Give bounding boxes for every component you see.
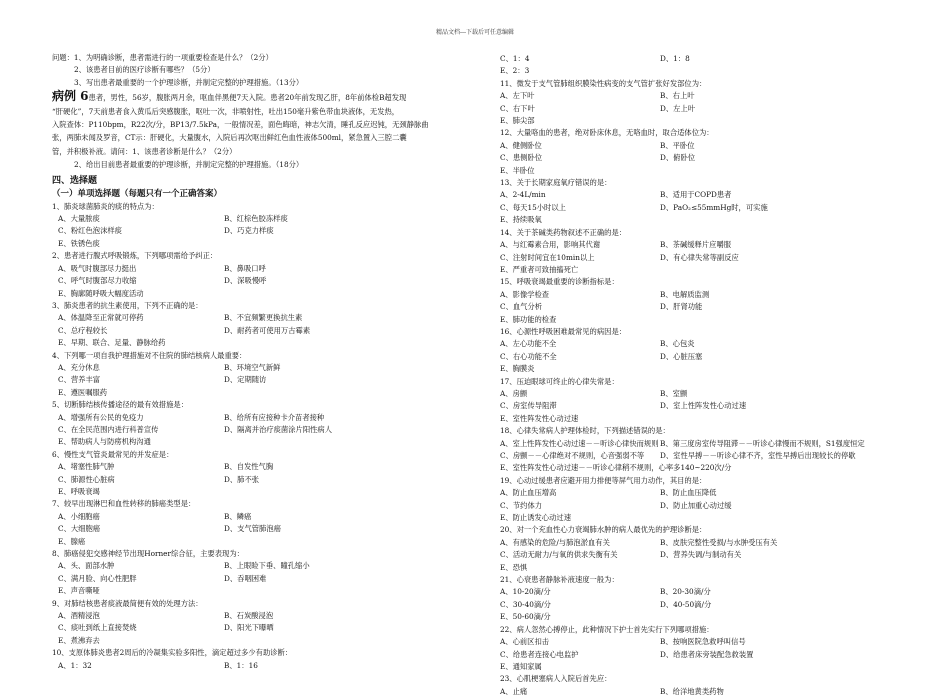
option-group <box>52 412 470 449</box>
option-group <box>500 487 920 524</box>
answer-option: A、大量脓痰 <box>58 214 100 224</box>
answer-option: C、房室传导阻滞 <box>500 401 557 411</box>
option-group <box>500 438 920 475</box>
option-group <box>500 338 920 375</box>
answer-option: C、患侧卧位 <box>500 153 543 163</box>
answer-option: E、呼吸衰竭 <box>58 487 100 496</box>
answer-option: B、自发性气胸 <box>224 462 274 472</box>
answer-option: E、遵医嘱服药 <box>58 387 108 397</box>
question-stem: 22、病人忽然心搏停止，此种情况下护士首先实行下列哪项措施： <box>500 624 714 634</box>
answer-option: D、有心律失常等副反应 <box>660 252 739 262</box>
case-line: 患者，男性，56岁，腹胀两月余，呕血伴黑便7天入院。患者20年前发现乙肝，8年前体检B超发现 <box>88 93 407 103</box>
answer-option: D、隔离并治疗痰菌涂片阳性病人 <box>224 424 333 434</box>
answer-option: D、巧克力样痰 <box>224 226 274 236</box>
answer-option: C、大细胞癌 <box>58 524 101 534</box>
option-group <box>52 263 470 300</box>
answer-option: A、有感染的危险/与肺泡淤血有关 <box>500 537 610 547</box>
answer-option: E、室性阵发性心动过速 <box>500 413 579 423</box>
question-stem: 6、慢性支气管炎最常见的并发症是： <box>52 449 174 459</box>
answer-option: E、煮沸弃去 <box>58 635 100 645</box>
case-6 <box>52 90 470 158</box>
answer-option: D、吞咽困难 <box>224 573 267 583</box>
option-group <box>500 537 920 574</box>
answer-option: D、深吸慢呼 <box>224 276 267 286</box>
question-stem: 5、切断肺结核传播途径的最有效措施是： <box>52 400 188 410</box>
question-stem: 19、心动过缓患者应避开用力排便等屏气用力动作，其目的是： <box>500 475 707 485</box>
answer-option: C、血气分析 <box>500 302 543 312</box>
answer-option: E、严重者可致抽搐死亡 <box>500 264 579 274</box>
answer-option: C、粉红色泡沫样痰 <box>58 226 122 236</box>
question-line: 2、该患者目前的医疗诊断有哪些？（5分） <box>74 65 215 75</box>
question-stem: 10、支原体肺炎患者2周后的冷凝集实验多阳性，滴定超过多少有助诊断： <box>52 648 293 658</box>
answer-option: A、与红霉素合用，影响其代谢 <box>500 240 601 250</box>
answer-option: C、右心功能不全 <box>500 351 557 361</box>
question-stem: 7、较早出现淋巴和血性转移的肺癌类型是： <box>52 499 196 509</box>
answer-option: C、给患者连接心电监护 <box>500 649 579 659</box>
answer-option: D、心脏压塞 <box>660 351 703 361</box>
answer-option: A、1：32 <box>58 660 92 670</box>
option-group <box>52 610 470 647</box>
answer-option: D、40-50滴/分 <box>660 599 712 609</box>
answer-option: D、肺不张 <box>224 474 260 484</box>
answer-option: C、活动无耐力/与氧的供求失衡有关 <box>500 550 618 560</box>
answer-option: B、不宜频繁更换抗生素 <box>224 313 303 323</box>
answer-option: A、体温降至正常就可停药 <box>58 313 144 323</box>
question-stem: 11、微发于支气管肺组织膜染性病变的支气管扩张好发部位为： <box>500 78 707 88</box>
answer-option: D、室性早搏－－听诊心律不齐，室性早搏后出现较长的停歇 <box>660 451 856 460</box>
answer-option: C、右下叶 <box>500 103 535 113</box>
answer-option: D、俯卧位 <box>660 153 696 163</box>
answer-option: B、皮肤完整性受损/与水肿受压有关 <box>660 537 778 547</box>
answer-option: A、止痛 <box>500 686 528 696</box>
answer-option: C、呼气时腹部尽力收缩 <box>58 276 137 286</box>
answer-option: E、早期、联合、足量、静脉给药 <box>58 338 166 348</box>
option-group <box>500 53 920 78</box>
answer-option: A、10-20滴/分 <box>500 587 551 597</box>
right-column <box>500 53 920 698</box>
answer-option: B、红棕色胶冻样痰 <box>224 214 288 224</box>
case-line: 入院查体：P110bpm，R22次/分，BP13/7.5kPa，一般情况差，面色晦暗，神志欠清，睡孔反应迟钝，无颈静脉曲 <box>52 120 429 130</box>
answer-option: B、石炭酸浸泡 <box>224 611 274 621</box>
option-group <box>500 586 920 623</box>
answer-option: E、半卧位 <box>500 165 535 175</box>
answer-option: E、持续吸氧 <box>500 215 542 225</box>
answer-option: B、防止血压降低 <box>660 488 717 498</box>
answer-option: B、环境空气新鲜 <box>224 362 281 372</box>
answer-option: A、心前区扣击 <box>500 637 550 647</box>
answer-option: E、帮助病人与防痨机构沟通 <box>58 437 151 447</box>
answer-option: C、肺源性心脏病 <box>58 474 115 484</box>
answer-option: A、2-4L/min <box>500 190 546 200</box>
answer-option: B、适用于COPD患者 <box>660 190 732 200</box>
answer-option: A、左下叶 <box>500 91 535 101</box>
answer-option: B、室颤 <box>660 388 688 398</box>
option-group <box>52 362 470 399</box>
option-group <box>500 90 920 127</box>
answer-option: B、20-30滴/分 <box>660 587 711 597</box>
answer-option: E、胸膜炎 <box>500 364 535 374</box>
option-group <box>52 213 470 250</box>
option-group <box>500 140 920 177</box>
question-stem: 21、心衰患者静脉补液速度一般为： <box>500 575 619 585</box>
question-list <box>52 201 470 672</box>
answer-option: D、耐药者可使用万古霉素 <box>224 325 311 335</box>
question-stem: 14、关于茶碱类药物叙述不正确的是： <box>500 227 627 237</box>
answer-option: A、头、面部水肿 <box>58 561 115 571</box>
option-group <box>52 560 470 597</box>
answer-option: C、在全民范围内进行科普宣传 <box>58 424 159 434</box>
document-header: 精品文档---下载后可任意编辑 <box>435 29 515 36</box>
answer-option: A、堵塞性肺气肿 <box>58 462 115 472</box>
option-group <box>500 189 920 226</box>
answer-option: B、平卧位 <box>660 140 695 150</box>
case-line: 管，并积极补液。请问：1、该患者诊断是什么？（2分） <box>52 146 237 156</box>
answer-option: D、PaO₂≤55mmHg时，可实施 <box>660 202 768 212</box>
question-stem: 18、心律失常病人护理体检时，下列描述错误的是： <box>500 426 670 436</box>
answer-option: D、1：8 <box>660 54 690 63</box>
answer-option: B、上眼睑下垂、瞳孔缩小 <box>224 561 310 571</box>
answer-option: E、2：3 <box>500 66 530 76</box>
answer-option: C、30-40滴/分 <box>500 599 551 609</box>
answer-option: C、总疗程较长 <box>58 325 108 335</box>
answer-option: C、注射时间宜在10min以上 <box>500 252 595 262</box>
section-title: 四、选择题 <box>52 175 98 186</box>
answer-option: A、防止血压增高 <box>500 488 557 498</box>
case-question-2: 2、给出目前患者最重要的护理诊断，并制定完整的护理措施。（18分） <box>74 160 304 170</box>
answer-option: C、房颤－－心律绝对不规则，心音强弱不等 <box>500 451 645 460</box>
question-stem: 16、心源性呼吸困难最常见的病因是： <box>500 326 627 336</box>
answer-option: D、给患者床旁装配急救装置 <box>660 649 754 659</box>
answer-option: D、营养失调/与制动有关 <box>660 550 742 560</box>
answer-option: E、50-60滴/分 <box>500 612 551 622</box>
answer-option: A、吸气时腹部尽力挺出 <box>58 263 137 273</box>
answer-option: D、支气管肺泡癌 <box>224 524 281 534</box>
question-stem: 1、肺炎球菌肺炎的痰的特点为： <box>52 201 159 211</box>
answer-option: A、充分休息 <box>58 362 100 372</box>
answer-option: B、1：16 <box>224 660 258 670</box>
answer-option: B、茶碱缓释片应嚼服 <box>660 240 732 250</box>
question-stem: 13、关于长期家庭氧疗错误的是： <box>500 178 612 188</box>
answer-option: D、左上叶 <box>660 103 696 113</box>
answer-option: E、恐惧 <box>500 562 528 572</box>
answer-option: A、左心功能不全 <box>500 339 557 349</box>
question-stem: 3、肺炎患者的抗生素使用，下列不正确的是： <box>52 300 203 310</box>
answer-option: A、酒精浸泡 <box>58 611 100 621</box>
option-group <box>52 461 470 498</box>
option-group <box>52 312 470 349</box>
case-title: 病例 6 <box>52 89 89 104</box>
left-column <box>52 52 470 672</box>
question-stem: 23、心肌梗塞病人入院后首先应： <box>500 674 612 684</box>
case-questions <box>52 52 470 89</box>
question-stem: 15、呼吸衰竭最重要的诊断指标是： <box>500 277 619 287</box>
answer-option: E、胸廓随呼吸大幅度活动 <box>58 288 144 298</box>
answer-option: B、电解质监测 <box>660 289 710 299</box>
answer-option: B、给所有应接种卡介苗者接种 <box>224 412 325 422</box>
answer-option: A、增强所有公民的免疫力 <box>58 412 144 422</box>
case-line: 张，两肺未闻及罗音，CT示：肝硬化，大量腹水，入院后再次呕出鲜红色血性液体500ml，紧急置入三腔二囊 <box>52 133 407 143</box>
option-group <box>500 289 920 326</box>
answer-option: E、腺癌 <box>58 536 86 546</box>
case-line: “肝硬化”，7天前患者食入黄瓜后突感腹胀，呕吐一次，非喷射性，吐出150毫升紫色带血块液体，无发热， <box>52 106 400 116</box>
question-line: 问题：1、为明确诊断，患者需进行的一项重要检查是什么？（2分） <box>52 53 273 62</box>
answer-option: B、鼻吸口呼 <box>224 263 266 273</box>
option-group <box>52 660 470 672</box>
answer-option: A、健侧卧位 <box>500 140 542 150</box>
answer-option: D、阳光下曝晒 <box>224 623 274 633</box>
option-group <box>500 686 920 698</box>
option-group <box>500 388 920 425</box>
answer-option: D、防止加重心动过缓 <box>660 500 732 510</box>
answer-option: B、鳞癌 <box>224 511 252 521</box>
answer-option: C、1：4 <box>500 54 530 63</box>
question-stem: 9、对肺结核患者痰液最简便有效的处理方法： <box>52 598 203 608</box>
answer-option: E、室性阵发性心动过速－－听诊心律稍不规则，心率多140~220次/分 <box>500 463 732 473</box>
question-stem: 4、下列哪一项自我护理措施对不住院的肺结核病人最重要： <box>52 350 247 360</box>
answer-option: C、每天15小时以上 <box>500 202 566 212</box>
question-line: 3、写出患者最重要的一个护理诊断，并制定完整的护理措施。（13分） <box>74 77 304 87</box>
answer-option: E、肺尖部 <box>500 116 535 126</box>
question-stem: 17、压迫眼球可终止的心律失常是： <box>500 376 619 386</box>
option-group <box>500 239 920 276</box>
answer-option: E、防止诱发心动过速 <box>500 513 571 523</box>
answer-option: C、营养丰富 <box>58 375 101 385</box>
answer-option: B、右上叶 <box>660 91 695 101</box>
option-group <box>500 636 920 673</box>
answer-option: B、按响医院急救呼叫信号 <box>660 637 746 647</box>
answer-option: C、节约体力 <box>500 500 543 510</box>
answer-option: E、肺功能的检查 <box>500 314 557 324</box>
answer-option: D、室上性阵发性心动过速 <box>660 401 747 411</box>
answer-option: E、声音嘶哑 <box>58 586 100 596</box>
option-group <box>52 511 470 548</box>
answer-option: A、房颤 <box>500 388 528 398</box>
answer-option: E、铁锈色痰 <box>58 238 100 248</box>
answer-option: A、影像学检查 <box>500 289 550 299</box>
question-stem: 20、对一个充血性心力衰竭肺水肿的病人最优先的护理诊断是： <box>500 525 707 535</box>
question-stem: 8、肺癌侵犯交感神经节出现Horner综合征，主要表现为： <box>52 549 244 559</box>
question-stem: 2、患者进行腹式呼吸锻炼，下列哪项需给予纠正： <box>52 251 218 261</box>
answer-option: B、心包炎 <box>660 339 695 349</box>
answer-option: B、给洋地黄类药物 <box>660 686 724 696</box>
answer-option: E、通知家属 <box>500 661 542 671</box>
answer-option: A、小细胞癌 <box>58 511 100 521</box>
answer-option: D、定期随访 <box>224 375 267 385</box>
question-list <box>500 53 920 698</box>
subsection-title: （一）单项选择题（每题只有一个正确答案） <box>52 188 223 199</box>
answer-option: D、肝肾功能 <box>660 302 703 312</box>
answer-option: C、满月脸、向心性肥胖 <box>58 573 137 583</box>
answer-option: A、室上性阵发性心动过速－－听诊心律快而规则 <box>500 438 659 448</box>
question-stem: 12、大量咯血的患者，绝对卧床休息，无咯血时，取合适体位为： <box>500 128 714 138</box>
answer-option: B、第三度房室传导阻滞－－听诊心律慢而不规则，S1强度恒定 <box>660 438 865 448</box>
answer-option: C、痰吐到纸上直接焚烧 <box>58 623 137 633</box>
